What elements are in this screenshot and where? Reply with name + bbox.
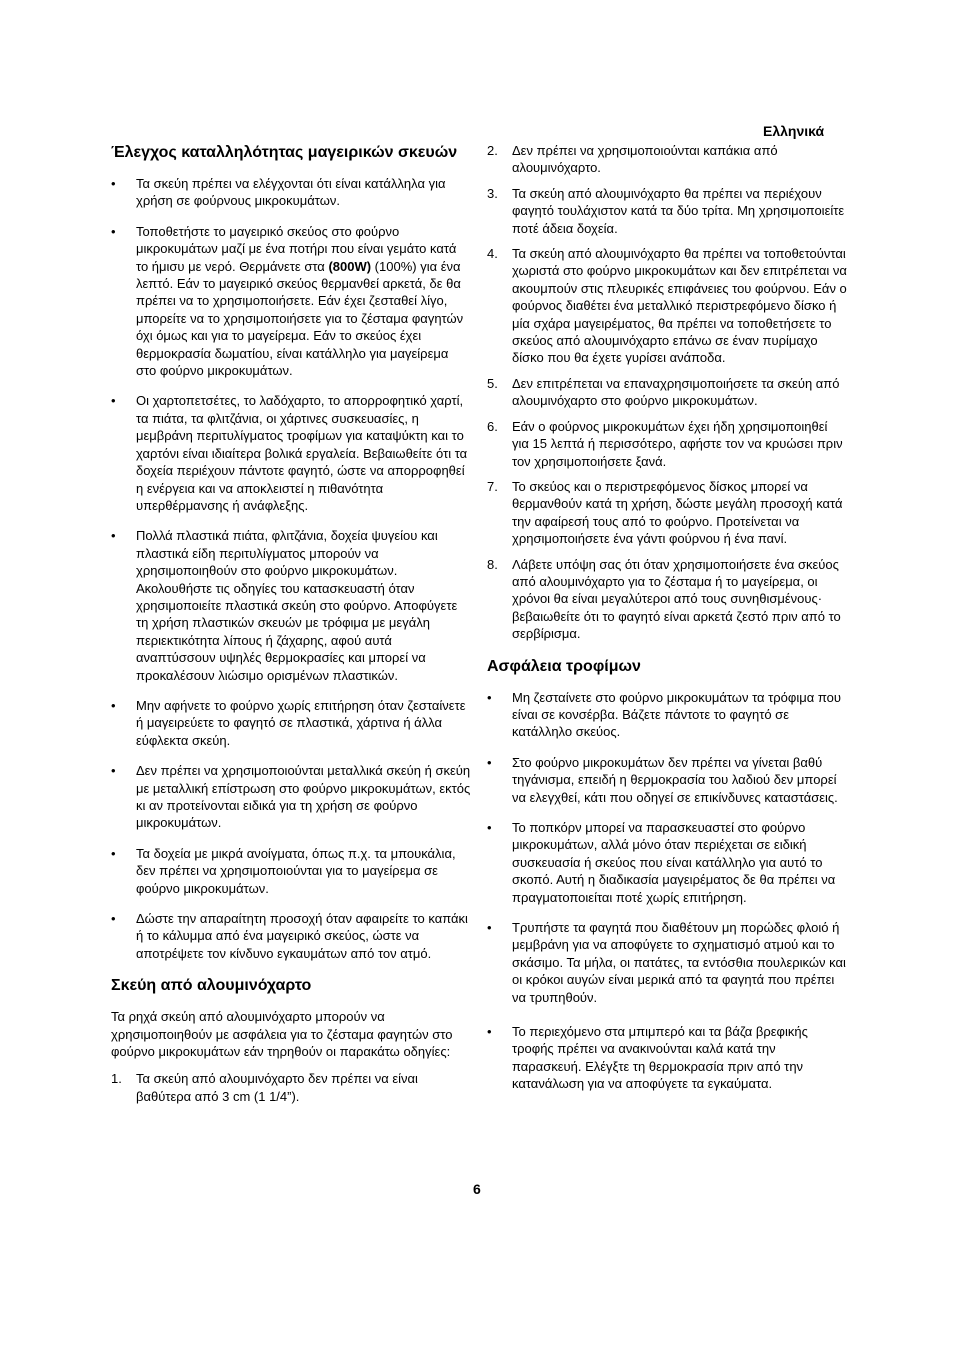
item-text: Τα σκεύη από αλουμινόχαρτο δεν πρέπει να είναι βαθύτερα από 3 cm (1 1/4”). bbox=[136, 1071, 418, 1104]
list-item: • Τρυπήστε τα φαγητά που διαθέτουν μη πορώδες φλοιό ή μεμβράνη για να αποφύγετε το σχηματισμό ατμού και το σκάσιμο. Τα μήλα, οι πατάτες, τα εντόσθια πουλερικών και οι κρόκοι αυγών είναι μερικά από τα φαγητά που πρέπει να τρυπηθούν. bbox=[487, 919, 847, 1006]
list-item: • Μην αφήνετε το φούρνο χωρίς επιτήρηση όταν ζεσταίνετε ή μαγειρεύετε το φαγητό σε πλαστικά, χάρτινα ή άλλα εύφλεκτα σκεύη. bbox=[111, 697, 471, 749]
item-number: 3. bbox=[487, 185, 498, 201]
section-heading-aluminium: Σκεύη από αλουμινόχαρτο bbox=[111, 977, 312, 995]
list-item bbox=[111, 223, 471, 380]
left-column bbox=[111, 143, 471, 1113]
list-item: • Τα δοχεία με μικρά ανοίγματα, όπως π.χ. τα μπουκάλια, δεν πρέπει να χρησιμοποιούνται για το μαγείρεμα σε φούρνο μικροκυμάτων. bbox=[111, 845, 471, 897]
item-number: 1. bbox=[111, 1071, 122, 1087]
numbered-item bbox=[487, 375, 847, 410]
numbered-item bbox=[487, 418, 847, 470]
item-text: Εάν ο φούρνος μικροκυμάτων έχει ήδη χρησιμοποιηθεί για 15 λεπτά ή περισσότερο, αφήστε τον να κρυώσει πριν τον χρησιμοποιήσετε ξανά. bbox=[512, 418, 843, 469]
page-number: 6 bbox=[473, 1181, 481, 1197]
numbered-item bbox=[487, 556, 847, 643]
list-item-text: (100%) για ένα λεπτό. Εάν το μαγειρικό σκεύος θερμανθεί αρκετά, δε θα πρέπει να το χρησιμοποιήσετε. Εάν έχει ζεσταθεί λίγο, μπορείτε να το χρησιμοποιήσετε για το ζέσταμα φαγητών όχι όμως και για το μαγείρεμα. Εάν το σκεύος έχει θερμοκρασία δωματίου, είναι κατάλληλο για μαγείρεμα στο φούρνο μικροκυμάτων. bbox=[136, 258, 464, 379]
item-text: Δεν πρέπει να χρησιμοποιούνται καπάκια από αλουμινόχαρτο. bbox=[512, 143, 778, 176]
item-number: 5. bbox=[487, 375, 498, 391]
suitability-list bbox=[111, 175, 471, 962]
aluminium-list-continued bbox=[487, 142, 847, 643]
language-label: Ελληνικά bbox=[763, 123, 825, 139]
item-number: 8. bbox=[487, 556, 498, 572]
item-number: 2. bbox=[487, 143, 498, 158]
list-item: • Οι χαρτοπετσέτες, το λαδόχαρτο, το απορροφητικό χαρτί, τα πιάτα, τα φλιτζάνια, οι χάρτινες συσκευασίες, η μεμβράνη περιτυλίγματος τροφίμων για καταψύκτη και το χαρτόνι είναι ιδιαίτερα βολικά εργαλεία. Βεβαιωθείτε ότι τα δοχεία περιέχουν πάντοτε φαγητό, ώστε να απορροφηθεί η ενέργεια και να αποκλειστεί η πιθανότητα υπερθέρμανσης ή ανάφλεξης. bbox=[111, 392, 471, 514]
list-item: • Πολλά πλαστικά πιάτα, φλιτζάνια, δοχεία ψυγείου και πλαστικά είδη περιτυλίγματος μπορούν να χρησιμοποιηθούν στο φούρνο μικροκυμάτων. Ακολουθήστε τις οδηγίες του κατασκευαστή όταν χρησιμοποιείτε πλαστικά σκεύη στο φούρνο. Αποφύγετε τη χρήση πλαστικών σκευών με τρόφιμα με μεγάλη περιεκτικότητα λίπους ή ζάχαρης, αφού αυτά αναπτύσσουν υψηλές θερμοκρασίες και μπορεί να προκαλέσουν λιώσιμο ορισμένων πλαστικών. bbox=[111, 527, 471, 684]
item-number: 4. bbox=[487, 246, 498, 262]
list-item: • Στο φούρνο μικροκυμάτων δεν πρέπει να γίνεται βαθύ τηγάνισμα, επειδή η θερμοκρασία του λαδιού δεν μπορεί να ελεγχθεί, κάτι που οδηγεί σε επικίνδυνες καταστάσεις. bbox=[487, 754, 847, 806]
list-item: • Το ποπκόρν μπορεί να παρασκευαστεί στο φούρνο μικροκυμάτων, αλλά μόνο όταν περιέχεται σε ειδική συσκευασία ή σκεύος που είναι κατάλληλο για αυτό το σκοπό. Αυτή η διαδικασία μαγειρέματος δε θα πρέπει να πραγματοποιείται ποτέ χωρίς επιτήρηση. bbox=[487, 819, 847, 906]
power-setting: (800W) bbox=[328, 258, 372, 274]
item-text: Το σκεύος και ο περιστρεφόμενος δίσκος μπορεί να θερμανθούν κατά τη χρήση, δώστε μεγάλη προσοχή κατά την αφαίρεσή τους από το φούρνο. Προτείνεται να χρησιμοποιήσετε ένα γάντι φούρνου ή ένα πανί. bbox=[512, 478, 843, 547]
numbered-item bbox=[487, 245, 847, 367]
list-item: • Μη ζεσταίνετε στο φούρνο μικροκυμάτων τα τρόφιμα που είναι σε κονσέρβα. Βάζετε πάντοτε το φαγητό σε κατάλληλο σκεύος. bbox=[487, 689, 847, 741]
item-text: Τα σκεύη από αλουμινόχαρτο θα πρέπει να τοποθετούνται χωριστά στο φούρνο μικροκυμάτων και δεν επιτρέπεται να ακουμπούν στις πλευρικές επιφάνειες του φούρνου. Εάν ο φούρνος διαθέτει ένα μεταλλικό περιστρεφόμενο δίσκο ή μία σχάρα μαγειρέματος, θα πρέπει να τοποθετήσετε το σκεύος από αλουμινόχαρτο επάνω σε έναν πυρίμαχο δίσκο που θα έχετε γυρίσει ανάποδα. bbox=[512, 246, 847, 366]
list-item: • Τα σκεύη πρέπει να ελέγχονται ότι είναι κατάλληλα για χρήση σε φούρνους μικροκυμάτων. bbox=[111, 175, 471, 210]
item-text: Λάβετε υπόψη σας ότι όταν χρησιμοποιήσετε ένα σκεύος από αλουμινόχαρτο για το ζέσταμα ή το μαγείρεμα, οι χρόνοι θα είναι μεγαλύτεροι από τους συνηθισμένους· βεβαιωθείτε ότι το φαγητό είναι αρκετά ζεστό πριν από το σερβίρισμα. bbox=[512, 556, 841, 642]
numbered-item bbox=[111, 1070, 471, 1105]
numbered-item bbox=[487, 478, 847, 548]
section-heading-suitability: Έλεγχος καταλληλότητας μαγειρικών σκευών bbox=[111, 144, 458, 161]
item-number: 7. bbox=[487, 478, 498, 494]
list-item: • Δώστε την απαραίτητη προσοχή όταν αφαιρείτε το καπάκι ή το κάλυμμα από ένα μαγειρικό σκεύος, ώστε να αποτρέψετε τον κίνδυνο εγκαυμάτων από τον ατμό. bbox=[111, 910, 471, 962]
list-item: • Το περιεχόμενο στα μπιμπερό και τα βάζα βρεφικής τροφής πρέπει να ανακινούνται καλά κατά την παρασκευή. Ελέγξτε τη θερμοκρασία πριν από την κατανάλωση για να αποφύγετε τα εγκαύματα. bbox=[487, 1023, 847, 1093]
section-heading-food-safety: Ασφάλεια τροφίμων bbox=[487, 657, 641, 675]
item-text: Τα σκεύη από αλουμινόχαρτο θα πρέπει να περιέχουν φαγητό τουλάχιστον κατά τα δύο τρίτα. Μη χρησιμοποιείτε ποτέ άδεια δοχεία. bbox=[512, 185, 845, 236]
list-item: • Δεν πρέπει να χρησιμοποιούνται μεταλλικά σκεύη ή σκεύη με μεταλλική επίστρωση στο φούρνο μικροκυμάτων, εκτός κι αν προτείνονται ειδικά για τη χρήση σε φούρνο μικροκυμάτων. bbox=[111, 762, 471, 832]
aluminium-list bbox=[111, 1070, 471, 1105]
list-item-text: Τοποθετήστε το μαγειρικό σκεύος στο φούρνο μικροκυμάτων μαζί με ένα ποτήρι που είναι γεμάτο κατά το ήμισυ με νερό. Θερμάνετε στα bbox=[136, 223, 457, 274]
aluminium-intro: Τα ρηχά σκεύη από αλουμινόχαρτο μπορούν να χρησιμοποιηθούν με ασφάλεια για το ζέσταμα φαγητών στο φούρνο μικροκυμάτων εάν τηρηθούν οι παρακάτω οδηγίες: bbox=[111, 1009, 453, 1060]
numbered-item bbox=[487, 142, 847, 177]
right-column bbox=[487, 142, 847, 1106]
item-text: Δεν επιτρέπεται να επαναχρησιμοποιήσετε τα σκεύη από αλουμινόχαρτο στο φούρνο μικροκυμάτων. bbox=[512, 375, 840, 409]
item-number: 6. bbox=[487, 418, 498, 434]
numbered-item bbox=[487, 185, 847, 237]
food-safety-list bbox=[487, 689, 847, 1093]
